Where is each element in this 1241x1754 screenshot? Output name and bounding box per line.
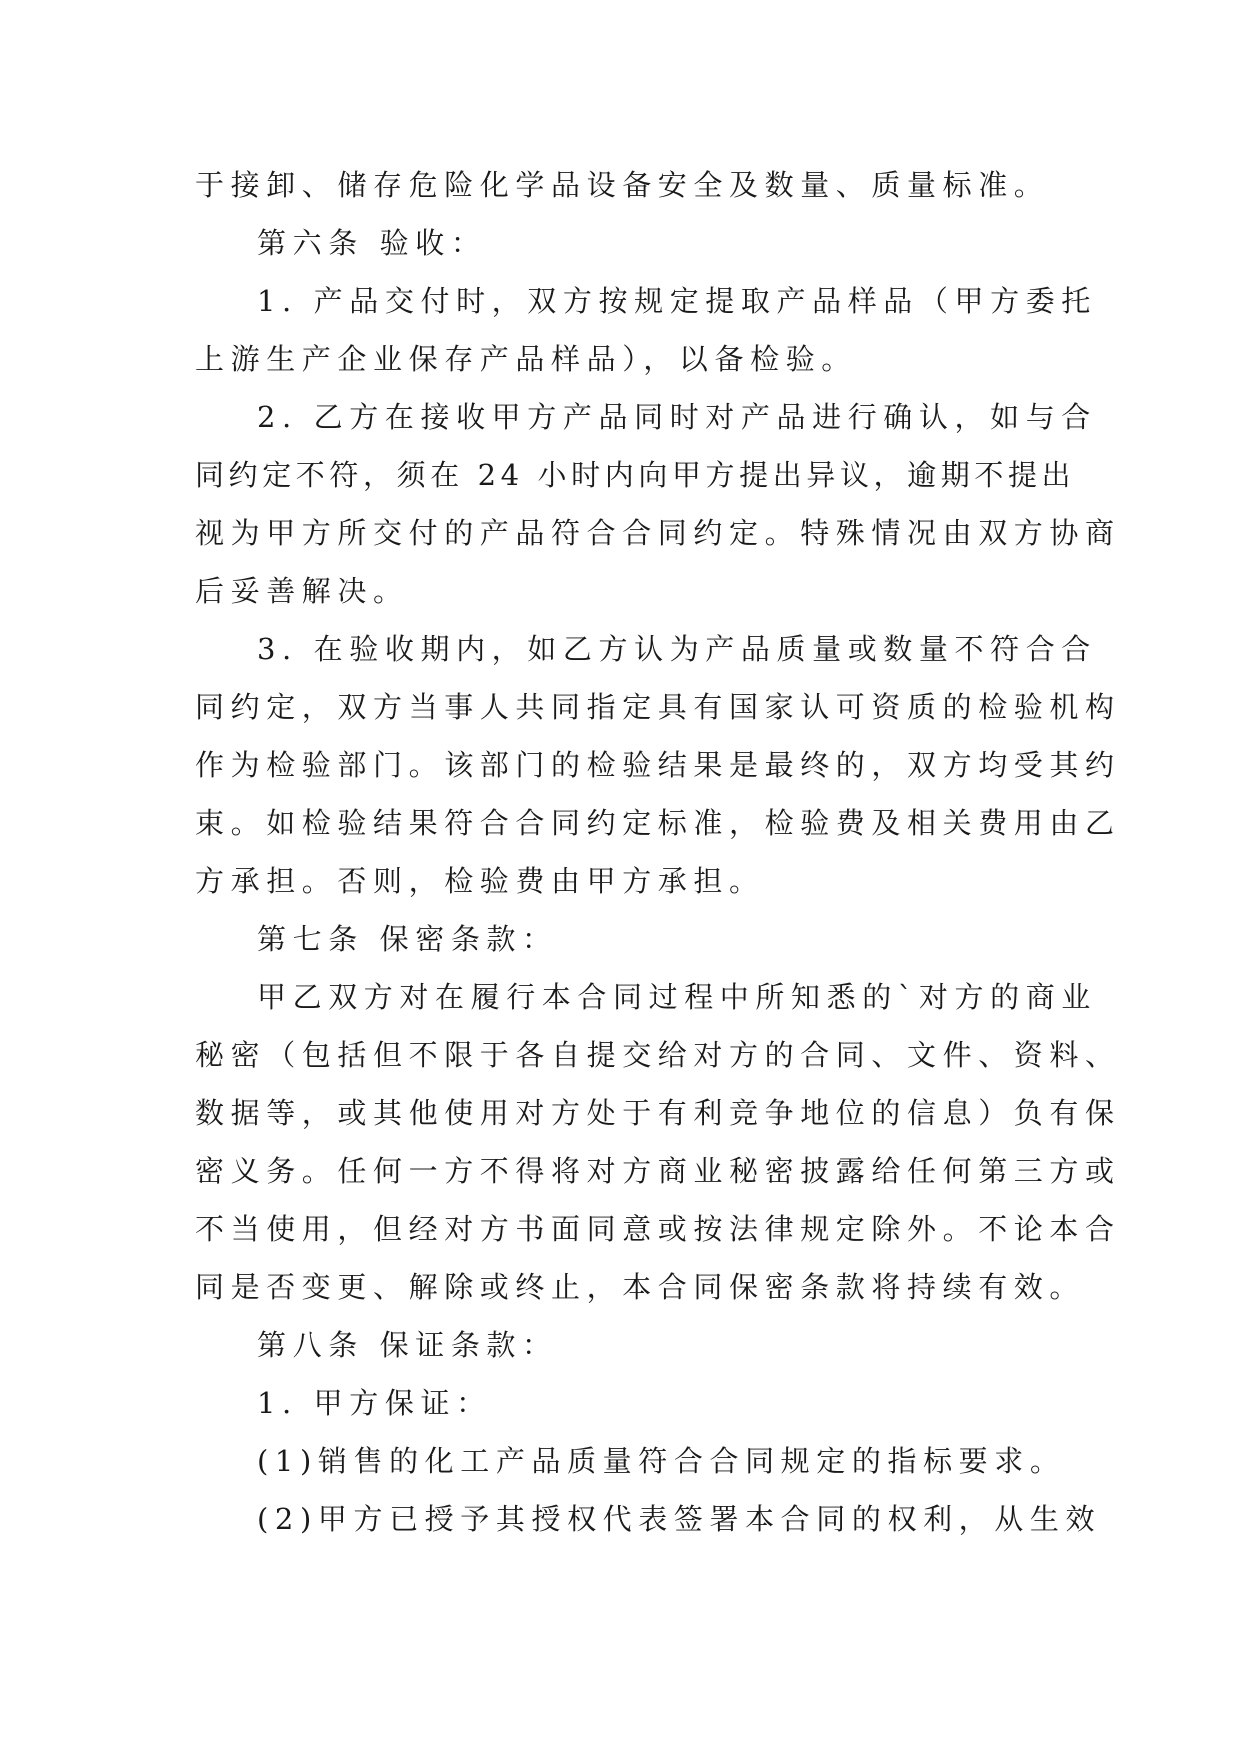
section-heading: 第七条 保密条款：	[257, 922, 558, 956]
text-line: 作为检验部门。该部门的检验结果是最终的，双方均受其约	[195, 748, 1121, 782]
text-line: 方承担。否则，检验费由甲方承担。	[195, 864, 765, 898]
document-body	[195, 156, 1121, 1548]
text-line: 视为甲方所交付的产品符合合同约定。特殊情况由双方协商	[195, 516, 1121, 550]
text-line: 秘密（包括但不限于各自提交给对方的合同、文件、资料、	[195, 1038, 1121, 1072]
text-line: 同是否变更、解除或终止，本合同保密条款将持续有效。	[195, 1270, 1086, 1304]
text-line: 1. 甲方保证：	[257, 1386, 492, 1420]
text-line: 后妥善解决。	[195, 574, 409, 608]
text-line: 3. 在验收期内，如乙方认为产品质量或数量不符合合	[257, 632, 1097, 666]
text-line: 甲乙双方对在履行本合同过程中所知悉的`对方的商业	[257, 980, 1097, 1014]
text-line: 上游生产企业保存产品样品），以备检验。	[195, 342, 857, 376]
text-line: 同约定，双方当事人共同指定具有国家认可资质的检验机构	[195, 690, 1121, 724]
text-line: 数据等，或其他使用对方处于有利竞争地位的信息）负有保	[195, 1096, 1121, 1130]
section-heading: 第六条 验收：	[257, 226, 487, 260]
text-line: 2. 乙方在接收甲方产品同时对产品进行确认，如与合	[257, 400, 1097, 434]
section-heading: 第八条 保证条款：	[257, 1328, 558, 1362]
text-line: (1)销售的化工产品质量符合合同规定的指标要求。	[257, 1444, 1066, 1478]
text-line: 1. 产品交付时，双方按规定提取产品样品（甲方委托	[257, 284, 1097, 318]
text-line: 同约定不符，须在 24 小时内向甲方提出异议，逾期不提出	[195, 458, 1076, 492]
text-line: (2)甲方已授予其授权代表签署本合同的权利，从生效	[257, 1502, 1102, 1536]
text-line: 束。如检验结果符合合同约定标准，检验费及相关费用由乙	[195, 806, 1121, 840]
text-line: 于接卸、储存危险化学品设备安全及数量、质量标准。	[195, 168, 1050, 202]
text-line: 不当使用，但经对方书面同意或按法律规定除外。不论本合	[195, 1212, 1121, 1246]
text-line: 密义务。任何一方不得将对方商业秘密披露给任何第三方或	[195, 1154, 1121, 1188]
